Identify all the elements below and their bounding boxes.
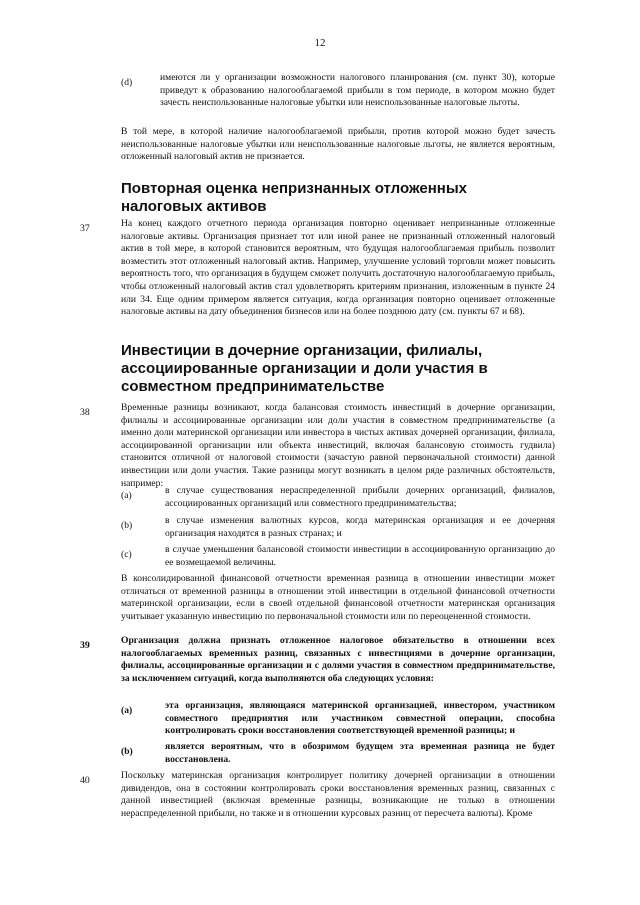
paragraph-number-39: 39	[80, 640, 90, 651]
item-d-label: (d)	[121, 77, 133, 88]
section-heading-investments: Инвестиции в дочерние организации, филиалы, ассоциированные организации и доли участия в совместном предпринимательстве	[121, 342, 488, 395]
p39-item-a-label: (a)	[121, 705, 133, 716]
paragraph-38-continued: В консолидированной финансовой отчетности временная разница в отношении инвестиции может отличаться от временной разницы в отношении этой инвестиции в отдельной финансовой отчетности материнской организации, если в своей отдельной финансовой отчетности материнская организация учитывает указанную инвестицию по первоначальной стоимости или по переоцененной стоимости.	[121, 573, 555, 622]
paragraph-number-40: 40	[80, 775, 90, 786]
p38-item-a-text: в случае существования нераспределенной прибыли дочерних организаций, филиалов, ассоциированных организаций или совместного предпринимательства;	[165, 485, 555, 509]
paragraph-number-37: 37	[80, 223, 90, 234]
page-number: 12	[314, 37, 326, 49]
paragraph-39: Организация должна признать отложенное налоговое обязательство в отношении всех налогооблагаемых временных разниц, связанных с инвестициями в дочерние организации, филиалы, ассоциированные организации и с долями участия в совместном предпринимательстве, за исключением ситуаций, когда выполняются оба следующих условия:	[121, 635, 555, 684]
paragraph-number-38: 38	[80, 407, 90, 418]
p38-item-b-text: в случае изменения валютных курсов, когда материнская организация и ее дочерняя организация находятся в разных странах; и	[165, 515, 555, 539]
paragraph-38: Временные разницы возникают, когда балансовая стоимость инвестиций в дочерние организации, филиалы и ассоциированные организации или доли участия в совместном предпринимательстве (а именно доли материнской организации или инвестора в чистых активах дочерней организации, филиала, ассоциированной организации или объекта инвестиций, включая балансовую стоимость гудвила) становится отличной от налоговой стоимости (зачастую равной первоначальной стоимости) данной инвестиции или доли участия. Такие разницы могут возникать в целом ряде различных обстоятельств, например:	[121, 402, 555, 489]
p39-item-b-text: является вероятным, что в обозримом будущем эта временная разница не будет восстановлена.	[165, 741, 555, 765]
p38-item-c-text: в случае уменьшения балансовой стоимости инвестиции в ассоциированную организацию до ее возмещаемой величины.	[165, 544, 555, 568]
item-d-text: имеются ли у организации возможности налогового планирования (см. пункт 30), которые приведут к образованию налогооблагаемой прибыли в том периоде, в котором можно будет зачесть неиспользованные налоговые убытки или неиспользованные налоговые льготы.	[160, 72, 555, 109]
p38-item-c-label: (c)	[121, 549, 132, 560]
section-heading-reassessment: Повторная оценка непризнанных отложенных налоговых активов	[121, 180, 467, 215]
p39-item-b-label: (b)	[121, 746, 133, 757]
paragraph-40: Поскольку материнская организация контролирует политику дочерней организации в отношении дивидендов, она в состоянии контролировать сроки восстановления временных разниц, связанных с данной инвестицией (включая временные разницы, возникающие не только в отношении нераспределенной прибыли, но также и в отношении курсовых разниц от пересчета валюты). Кроме	[121, 770, 555, 819]
paragraph-unrecognised-asset: В той мере, в которой наличие налогооблагаемой прибыли, против которой можно будет зачесть неиспользованные налоговые убытки или неиспользованные налоговые льготы, не является вероятным, отложенный налоговый актив не признается.	[121, 126, 555, 163]
p38-item-b-label: (b)	[121, 520, 133, 531]
p39-item-a-text: эта организация, являющаяся материнской организацией, инвестором, участником совместного предприятия или участником совместной операции, способна контролировать сроки восстановления соответствующей временной разницы; и	[165, 700, 555, 737]
p38-item-a-label: (a)	[121, 490, 132, 501]
paragraph-37: На конец каждого отчетного периода организация повторно оценивает непризнанные отложенные налоговые активы. Организация признает тот или иной ранее не признанный отложенный налоговый актив в той мере, в которой становится вероятным, что будущая налогооблагаемая прибыль позволит возместить этот отложенный налоговый актив. Например, улучшение условий торговли может повысить вероятность того, что организация в будущем сможет получить достаточную налогооблагаемую прибыль, чтобы отложенный налоговый актив стал удовлетворять критериям признания, изложенным в пункте 24 или 34. Еще одним примером является ситуация, когда организация повторно оценивает отложенные налоговые активы на дату объединения бизнесов или на более позднюю дату (см. пункты 67 и 68).	[121, 218, 555, 318]
